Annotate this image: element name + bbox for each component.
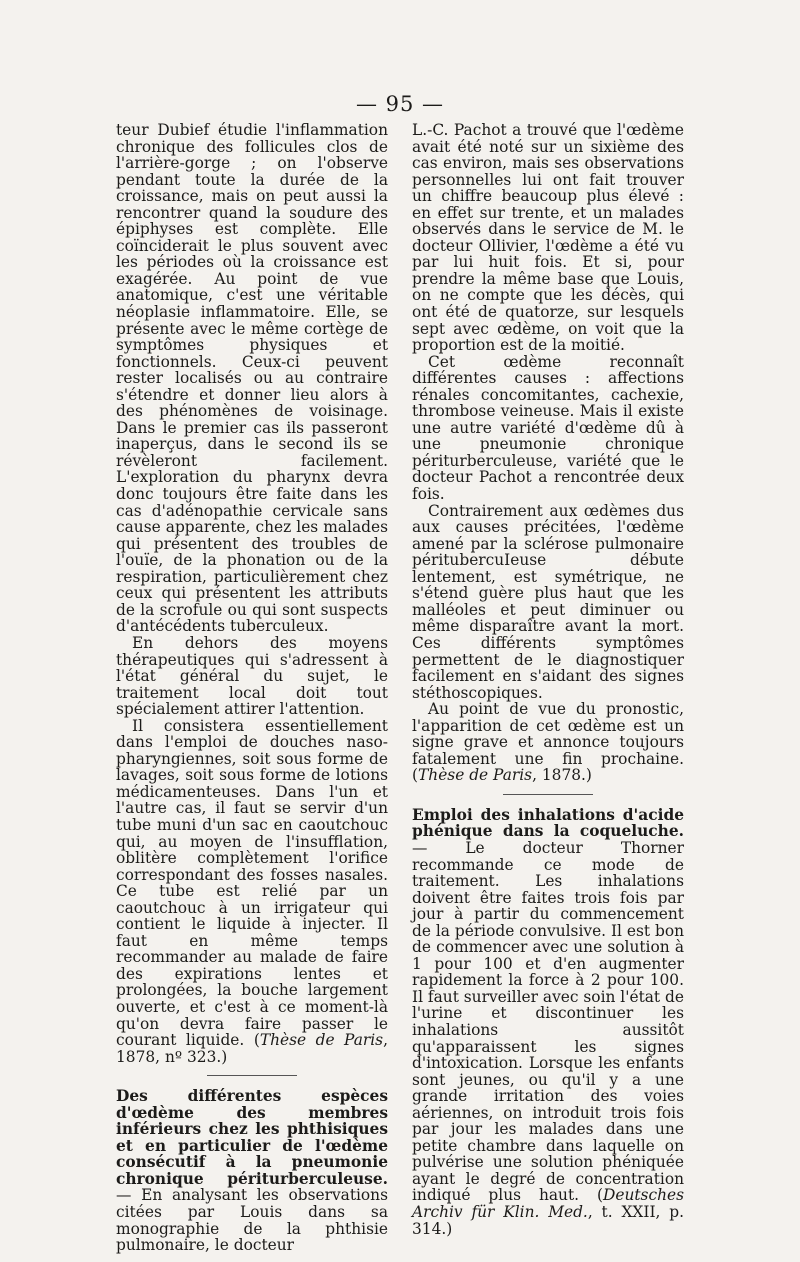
article-start <box>116 1088 388 1253</box>
separator <box>207 1075 297 1076</box>
right-column <box>412 122 684 1237</box>
paragraph-text: Au point de vue du pronostic, l'apparition de cet œdème est un signe grave et annonce toujours fatalement une fin prochaine. <box>412 700 684 768</box>
reference-details: , 1878, nº 323.) <box>116 1031 388 1066</box>
section-title: Emploi des inhalations d'acide phénique dans la coqueluche. <box>412 805 684 841</box>
left-column <box>116 122 388 1254</box>
article-text: — Le docteur Thorner recommande ce mode de traitement. Les inhalations doivent être faites trois fois par jour à partir du commencement de la période convulsive. Il est bon de commencer avec une solution à 1 pour 100 et d'en augmenter rapidement la force à 2 pour 100. Il faut surveiller avec soin l'état de l'urine et discontinuer les inhalations aussitôt qu'apparaissent les signes d'intoxication. Lorsque les enfants sont jeunes, ou qu'il y a une grande irritation des voies aériennes, on introduit trois fois par jour les malades dans une petite chambre dans laquelle on pulvérise une solution phéniquée ayant le degré de concentration indiqué plus haut. <box>412 838 684 1205</box>
reference-title: Deutsches Archiv für Klin. Med. <box>412 1186 684 1221</box>
separator <box>503 794 593 795</box>
reference-open: ( <box>579 1186 604 1205</box>
paragraph-text: Il consistera essentiellement dans l'emploi de douches naso-pharyngiennes, soit sous forme de lavages, soit sous forme de lotions médicamenteuses. Dans l'un et l'autre cas, il faut se servir d'un tube muni d'un sac en caoutchouc qui, au moyen de l'insufflation, oblitère complètement l'orifice correspondant des fosses nasales. Ce tube est relié par un caoutchouc à un irrigateur qui contient le liquide à injecter. Il faut en même temps recommander au malade de faire des expirations lentes et prolongées, la bouche largement ouverte, et c'est à ce moment-là qu'on devra faire passer le courant liquide. <box>116 716 388 1050</box>
paragraph: Contrairement aux œdèmes dus aux causes précitées, l'œdème amené par la sclérose pulmonaire péritubercuIeuse débute lentement, est symétrique, ne s'étend guère plus haut que les malléoles et peut diminuer ou même disparaître avant la mort. Ces différents symptômes permettent de le diagnostiquer facilement en s'aidant des signes stéthoscopiques. <box>412 501 684 702</box>
article-text: — En analysant les observations citées par Louis dans sa monographie de la phthisie pulmonaire, le docteur <box>116 1186 388 1255</box>
paragraph: Cet œdème reconnaît différentes causes : affections rénales concomitantes, cachexie, thrombose veineuse. Mais il existe une autre variété d'œdème dû à une pneumonie chronique périturberculeuse, variété que le docteur Pachot a rencontrée deux fois. <box>412 352 684 504</box>
article-start <box>412 807 684 1237</box>
reference-open: ( <box>412 766 419 785</box>
reference-details: , t. XXII, p. 314.) <box>412 1203 684 1238</box>
paragraph <box>412 701 684 784</box>
reference-title: Thèse de Paris <box>418 766 533 785</box>
page-number: — 95 — <box>355 92 445 116</box>
paragraph: En dehors des moyens thérapeutiques qui s'adressent à l'état général du sujet, le traitement local doit tout spécialement attirer l'attention. <box>116 633 388 719</box>
reference-title: Thèse de Paris <box>259 1031 384 1050</box>
paragraph: L.-C. Pachot a trouvé que l'œdème avait été noté sur un sixième des cas environ, mais ses observations personnelles lui ont fait trouver un chiffre beaucoup plus élevé : en effet sur trente, et un malades observés dans le service de M. le docteur Ollivier, l'œdème a été vu par lui huit fois. Et si, pour prendre la même base que Louis, on ne compte que les décès, qui ont été de quatorze, sur lesquels sept avec œdème, on voit que la proportion est de la moitié. <box>412 121 684 355</box>
section-title: Des différentes espèces d'œdème des membres inférieurs chez les phthisiques et en particulier de l'œdème consécutif à la pneumonie chronique périturberculeuse. <box>116 1087 388 1188</box>
reference-details: , 1878.) <box>532 766 592 785</box>
paragraph: teur Dubief étudie l'inflammation chronique des follicules clos de l'arrière-gorge ; on l'observe pendant toute la durée de la croissance, mais on peut aussi la rencontrer quand la soudure des épiphyses est complète. Elle coïnciderait le plus souvent avec les périodes où la croissance est exagérée. Au point de vue anatomique, c'est une véritable néoplasie inflammatoire. Elle, se présente avec le même cortège de symptômes physiques et fonctionnels. Ceux-ci peuvent rester localisés ou au contraire s'étendre et donner lieu alors à des phénomènes de voisinage. Dans le premier cas ils passeront inaperçus, dans le second ils se révèleront facilement. L'exploration du pharynx devra donc toujours être faite dans les cas d'adénopathie cervicale sans cause apparente, chez les malades qui présentent des troubles de l'ouïe, de la phonation ou de la respiration, particulièrement chez ceux qui présentent les attributs de la scrofule ou qui sont suspects d'antécédents tuberculeux. <box>116 121 388 636</box>
reference-open: ( <box>253 1031 260 1050</box>
paragraph <box>116 718 388 1065</box>
